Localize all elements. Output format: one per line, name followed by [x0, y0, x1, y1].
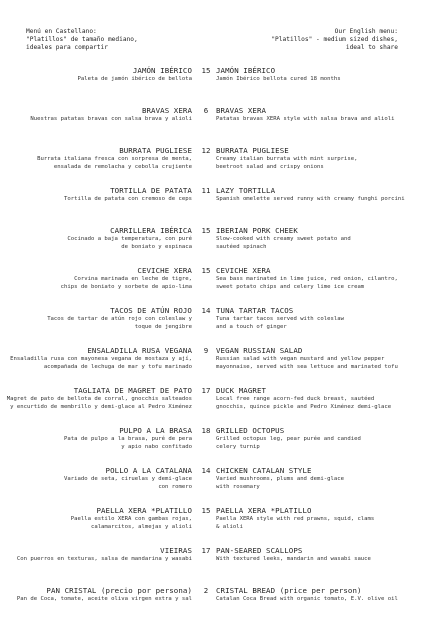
dish-price: 15	[201, 226, 211, 235]
dish-description-english: sweet potato chips and celery lime ice cream	[216, 284, 365, 291]
dish-description-english: celery turnip	[216, 444, 260, 451]
english-column	[216, 266, 416, 292]
dish-description-english: Varied mushrooms, plums and demi-glace	[216, 476, 344, 482]
english-column	[216, 226, 416, 252]
dish-price: 17	[201, 386, 211, 395]
dish-description-spanish: toque de jengibre	[134, 324, 192, 331]
dish-description-english: Tuna tartar tacos served with coleslaw	[216, 316, 344, 322]
dish-description-spanish: de boniato y espinaca	[121, 244, 192, 251]
dish-description-spanish: ensalada de remolacha y cebolla crujiente	[53, 164, 192, 171]
dish-title-english: CEVICHE XERA	[216, 266, 271, 275]
spanish-column	[0, 346, 192, 372]
menu-item	[0, 346, 424, 386]
dish-title-spanish: PAELLA XERA *PLATILLO	[96, 506, 192, 515]
spanish-column	[0, 466, 192, 492]
dish-description-english: Creamy italian burrata with mint surprise,	[216, 156, 358, 162]
spanish-column	[0, 266, 192, 292]
dish-title-english: DUCK MAGRET	[216, 386, 267, 395]
dish-description-english: Jamón Ibérico bellota cured 18 months	[216, 76, 341, 82]
dish-title-spanish: BRAVAS XERA	[141, 106, 192, 115]
dish-title-spanish: BURRATA PUGLIESE	[119, 146, 192, 155]
dish-title-english: BURRATA PUGLIESE	[216, 146, 289, 155]
dish-title-spanish: TACOS DE ATÚN ROJO	[110, 306, 192, 315]
dish-description-spanish: calamarcitos, almejas y alioli	[90, 524, 192, 531]
dish-title-english: LAZY TORTILLA	[216, 186, 276, 195]
menu-item	[0, 546, 424, 586]
dish-title-english: JAMÓN IBÉRICO	[216, 66, 276, 75]
header-english	[271, 28, 398, 52]
dish-title-english: CHICKEN CATALAN STYLE	[216, 466, 312, 475]
dish-description-spanish: chips de boniato y sorbete de apio-lima	[60, 284, 192, 291]
menu-item	[0, 426, 424, 466]
header-english-line: "Platillos" - medium sized dishes,	[271, 36, 398, 43]
dish-description-spanish: Paleta de jamón ibérico de bellota	[77, 76, 192, 82]
dish-description-english: Russian salad with vegan mustard and yellow pepper	[216, 356, 385, 362]
menu-list	[0, 66, 424, 626]
dish-title-spanish: PAN CRISTAL (precio por persona)	[46, 586, 192, 595]
dish-description-english: With textured leeks, mandarin and wasabi sauce	[216, 556, 371, 562]
dish-title-english: BRAVAS XERA	[216, 106, 267, 115]
dish-title-spanish: CARRILLERA IBÉRICA	[110, 226, 192, 235]
header-english-line: ideal to share	[345, 44, 398, 51]
dish-description-english: gnocchis, quince pickle and Pedro Ximénez demi-glace	[216, 404, 392, 411]
spanish-column	[0, 226, 192, 252]
menu-item	[0, 386, 424, 426]
menu-item	[0, 266, 424, 306]
dish-title-english: CRISTAL BREAD (price per person)	[216, 586, 362, 595]
dish-title-spanish: TORTILLA DE PATATA	[110, 186, 192, 195]
dish-description-spanish: Tacos de tartar de atún rojo con coleslaw y	[47, 316, 192, 322]
dish-description-spanish: Cocinado a baja temperatura, con puré	[67, 236, 192, 242]
spanish-column	[0, 306, 192, 332]
spanish-column	[0, 546, 192, 563]
dish-price: 18	[201, 426, 211, 435]
dish-description-spanish: Tortilla de patata con cremoso de ceps	[64, 196, 192, 202]
dish-price: 9	[203, 346, 209, 355]
dish-price: 15	[201, 66, 211, 75]
dish-price: 11	[201, 186, 211, 195]
header-spanish-line: ideales para compartir	[26, 44, 108, 51]
english-column	[216, 386, 416, 412]
dish-title-english: PAELLA XERA *PLATILLO	[216, 506, 312, 515]
dish-description-english: Slow-cooked with creamy sweet potato and	[216, 236, 351, 242]
spanish-column	[0, 66, 192, 83]
menu-item	[0, 586, 424, 626]
spanish-column	[0, 586, 192, 603]
dish-description-spanish: Burrata italiana fresca con sorpresa de menta,	[37, 156, 192, 162]
dish-price: 12	[201, 146, 211, 155]
dish-description-spanish: Ensaladilla rusa con mayonesa vegana de mostaza y ají,	[10, 356, 192, 362]
menu-item	[0, 466, 424, 506]
menu-item	[0, 146, 424, 186]
dish-title-english: GRILLED OCTOPUS	[216, 426, 285, 435]
dish-price: 15	[201, 506, 211, 515]
dish-description-spanish: Con puerros en texturas, salsa de mandarina y wasabi	[16, 556, 192, 562]
english-column	[216, 306, 416, 332]
dish-title-english: TUNA TARTAR TACOS	[216, 306, 294, 315]
header-spanish	[26, 28, 138, 52]
dish-description-spanish: Paella estilo XERA con gambas rojas,	[70, 516, 192, 522]
english-column	[216, 106, 416, 123]
dish-price: 17	[201, 546, 211, 555]
dish-title-english: IBERIAN PORK CHEEK	[216, 226, 298, 235]
spanish-column	[0, 186, 192, 203]
dish-description-english: Sea bass marinated in lime juice, red onion, cilantro,	[216, 276, 398, 282]
spanish-column	[0, 506, 192, 532]
dish-title-english: PAN-SEARED SCALLOPS	[216, 546, 303, 555]
dish-title-spanish: ENSALADILLA RUSA VEGANA	[87, 346, 192, 355]
dish-price: 15	[201, 266, 211, 275]
dish-description-english: sautéed spinach	[216, 244, 267, 251]
dish-price: 14	[201, 306, 211, 315]
dish-title-english: VEGAN RUSSIAN SALAD	[216, 346, 303, 355]
dish-price: 14	[201, 466, 211, 475]
menu-item	[0, 306, 424, 346]
header-english-line: Our English menu:	[334, 28, 398, 35]
dish-description-spanish: con romero	[158, 484, 192, 491]
dish-description-spanish: y apio nabo confitado	[121, 444, 192, 451]
header-spanish-line: Menú en Castellano:	[26, 28, 97, 35]
spanish-column	[0, 146, 192, 172]
dish-price: 6	[203, 106, 209, 115]
dish-description-english: Paella XERA style with red prawns, squid, clams	[216, 516, 375, 522]
dish-title-spanish: POLLO A LA CATALANA	[105, 466, 192, 475]
dish-title-spanish: CEVICHE XERA	[137, 266, 192, 275]
dish-title-spanish: PULPO A LA BRASA	[119, 426, 192, 435]
dish-description-english: Catalan Coca Bread with organic tomato, E.V. olive oil	[216, 596, 398, 602]
dish-description-spanish: Corvina marinada en leche de tigre,	[74, 276, 192, 282]
dish-description-english: Grilled octopus leg, pear purée and candied	[216, 436, 361, 442]
dish-description-spanish: Variado de seta, ciruelas y demi-glace	[64, 476, 192, 482]
menu-item	[0, 106, 424, 146]
menu-item	[0, 226, 424, 266]
english-column	[216, 346, 416, 372]
dish-description-english: beetroot salad and crispy onions	[216, 164, 324, 171]
dish-description-spanish: Pan de Coca, tomate, aceite oliva virgen extra y sal	[16, 596, 192, 602]
english-column	[216, 66, 416, 83]
english-column	[216, 586, 416, 603]
english-column	[216, 506, 416, 532]
english-column	[216, 546, 416, 563]
dish-description-english: Local free range acorn-fed duck breast, sautéed	[216, 396, 375, 402]
spanish-column	[0, 386, 192, 412]
dish-description-english: Spanish omelette served runny with creamy funghi porcini	[216, 196, 405, 202]
dish-title-spanish: VIEIRAS	[160, 546, 192, 555]
menu-item	[0, 66, 424, 106]
english-column	[216, 466, 416, 492]
dish-description-english: & alioli	[216, 524, 243, 531]
menu-item	[0, 506, 424, 546]
dish-price: 2	[203, 586, 209, 595]
menu-item	[0, 186, 424, 226]
dish-description-spanish: acompañada de lechuga de mar y tofu marinado	[43, 364, 192, 371]
dish-description-spanish: Pata de pulpo a la brasa, puré de pera	[64, 436, 192, 442]
dish-description-spanish: y encurtido de membrillo y demi-glace al Pedro Ximénez	[10, 404, 192, 411]
dish-description-english: Patatas bravas XERA style with salsa brava and alioli	[216, 116, 395, 122]
dish-description-english: and a touch of ginger	[216, 324, 287, 331]
dish-description-spanish: Magret de pato de bellota de corral, gnocchis salteados	[6, 396, 192, 402]
header-spanish-line: "Platillos" de tamaño mediano,	[26, 36, 138, 43]
dish-title-spanish: JAMÓN IBÉRICO	[132, 66, 192, 75]
spanish-column	[0, 106, 192, 123]
dish-title-spanish: TAGLIATA DE MAGRET DE PATO	[73, 386, 192, 395]
english-column	[216, 426, 416, 452]
spanish-column	[0, 426, 192, 452]
english-column	[216, 186, 416, 203]
dish-description-english: with rosemary	[216, 484, 260, 491]
dish-description-spanish: Nuestras patatas bravas con salsa brava y alioli	[30, 116, 192, 122]
english-column	[216, 146, 416, 172]
dish-description-english: mayonnaise, served with sea lettuce and marinated tofu	[216, 364, 398, 371]
